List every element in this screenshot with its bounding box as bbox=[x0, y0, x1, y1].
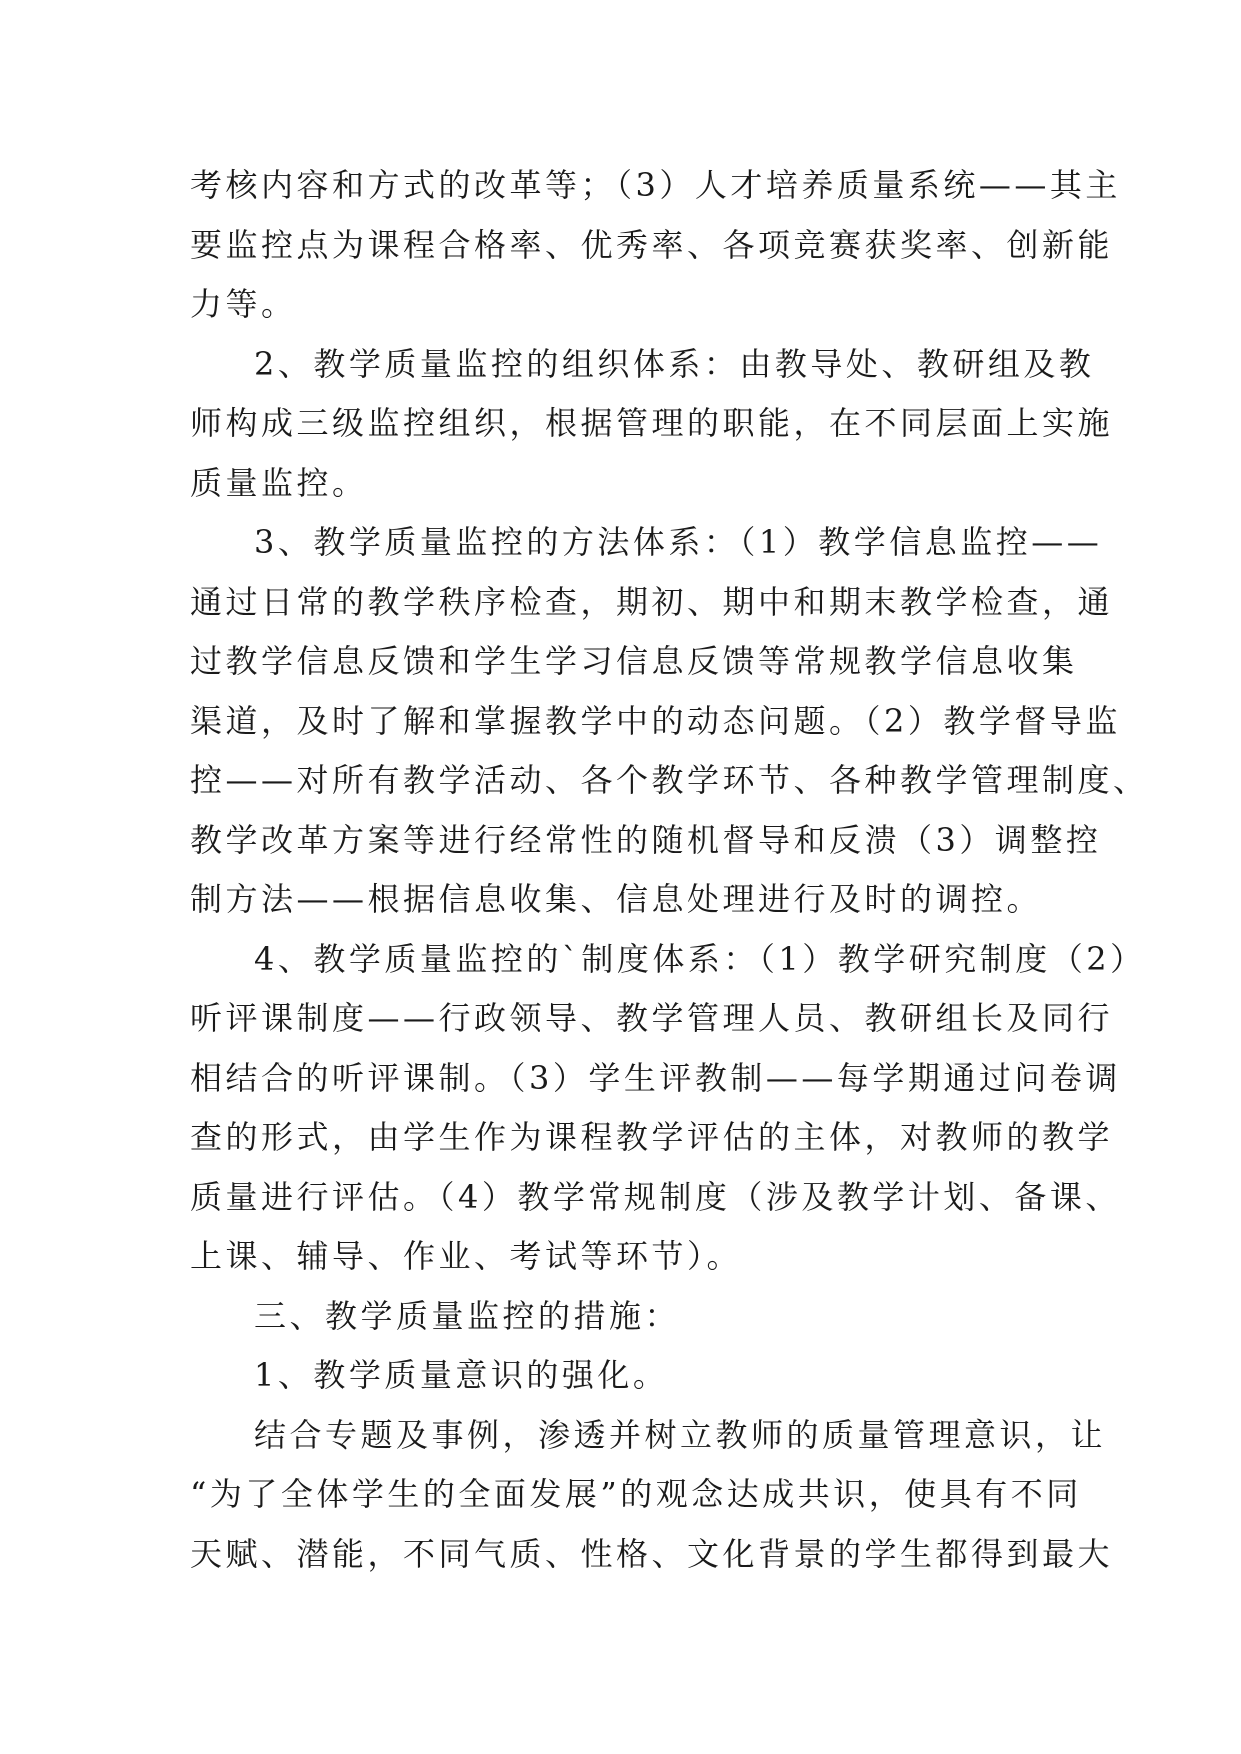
paragraph-start-line: 4、教学质量监控的`制度体系：（1）教学研究制度（2） bbox=[254, 939, 1146, 978]
text-line: 查的形式，由学生作为课程教学评估的主体，对教师的教学 bbox=[190, 1118, 1114, 1156]
text-line: 质量监控。 bbox=[190, 463, 368, 502]
subsection-heading: 1、教学质量意识的强化。 bbox=[254, 1356, 669, 1394]
document-body bbox=[190, 156, 1149, 1584]
text-line: 天赋、潜能，不同气质、性格、文化背景的学生都得到最大 bbox=[190, 1534, 1114, 1573]
section-heading: 三、教学质量监控的措施： bbox=[254, 1296, 681, 1335]
text-line: 质量进行评估。（4）教学常规制度（涉及教学计划、备课、 bbox=[190, 1177, 1121, 1216]
text-line: 考核内容和方式的改革等；（3）人才培养质量系统——其主 bbox=[190, 166, 1121, 204]
text-line: 渠道，及时了解和掌握教学中的动态问题。（2）教学督导监 bbox=[190, 701, 1121, 740]
text-line: 上课、辅导、作业、考试等环节）。 bbox=[190, 1237, 743, 1275]
text-line: 力等。 bbox=[190, 285, 297, 323]
text-line: 相结合的听评课制。（3）学生评教制——每学期通过问卷调 bbox=[190, 1058, 1121, 1097]
text-line: 要监控点为课程合格率、优秀率、各项竞赛获奖率、创新能 bbox=[190, 225, 1114, 264]
text-line: 过教学信息反馈和学生学习信息反馈等常规教学信息收集 bbox=[190, 642, 1078, 680]
paragraph-start-line: 结合专题及事例，渗透并树立教师的质量管理意识，让 bbox=[254, 1415, 1107, 1454]
text-line: 通过日常的教学秩序检查，期初、期中和期末教学检查，通 bbox=[190, 582, 1114, 621]
text-line: “为了全体学生的全面发展”的观念达成共识，使具有不同 bbox=[190, 1475, 1082, 1513]
text-line: 制方法——根据信息收集、信息处理进行及时的调控。 bbox=[190, 880, 1043, 918]
text-line: 师构成三级监控组织，根据管理的职能，在不同层面上实施 bbox=[190, 404, 1114, 442]
paragraph-start-line: 2、教学质量监控的组织体系：由教导处、教研组及教 bbox=[254, 344, 1095, 383]
text-line: 控——对所有教学活动、各个教学环节、各种教学管理制度、 bbox=[190, 761, 1149, 799]
text-line: 听评课制度——行政领导、教学管理人员、教研组长及同行 bbox=[190, 999, 1114, 1037]
paragraph-start-line: 3、教学质量监控的方法体系：（1）教学信息监控—— bbox=[254, 523, 1103, 561]
text-line: 教学改革方案等进行经常性的随机督导和反溃（3）调整控 bbox=[190, 820, 1102, 859]
